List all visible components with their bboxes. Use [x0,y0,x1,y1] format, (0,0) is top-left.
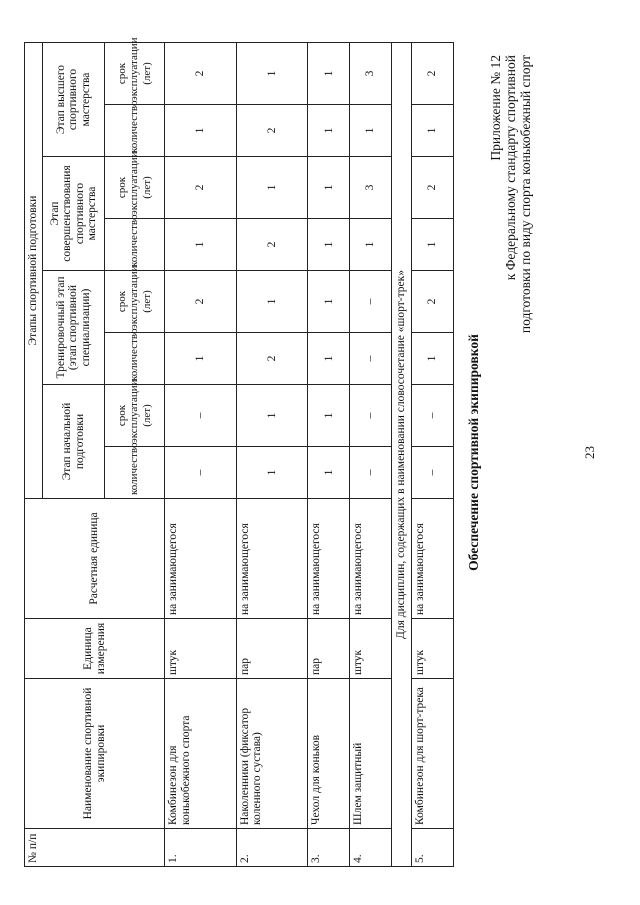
row-value: 1 [165,105,237,157]
header-name: Наименование спортивной экипировки [25,679,165,829]
row-calc-unit: на занимающегося [308,499,350,619]
row-value: 2 [165,271,237,333]
row-calc-unit: на занимающегося [236,499,308,619]
row-value: – [165,447,237,499]
row-value: 1 [236,447,308,499]
row-unit: пар [308,619,350,679]
row-value: 2 [412,271,454,333]
header-unit: Единица измерения [25,619,165,679]
row-unit: пар [236,619,308,679]
row-value: 2 [412,157,454,219]
header-qty: количество [105,105,165,157]
row-value: 1 [308,447,350,499]
row-value: 1 [308,385,350,447]
row-num: 5. [412,829,454,867]
row-num: 2. [236,829,308,867]
row-value: 1 [412,333,454,385]
row-value: 1 [236,43,308,105]
header-stages-group: Этапы спортивной подготовки [25,43,43,499]
row-num: 1. [165,829,237,867]
row-unit: штук [165,619,237,679]
header-term: срок эксплуатации (лет) [105,157,165,219]
document-title: Обеспечение спортивной экипировкой [466,334,481,571]
row-name: Чехол для коньков [308,679,350,829]
row-value: 1 [350,219,392,271]
row-num: 3. [308,829,350,867]
row-value: – [165,385,237,447]
row-value: – [350,447,392,499]
row-value: – [350,385,392,447]
header-term: срок эксплуатации (лет) [105,385,165,447]
row-value: – [412,385,454,447]
row-value: 1 [350,105,392,157]
header-stage-3: Этап совершенствования спортивного мастерства [43,157,105,271]
section-heading: Для дисциплин, содержащих в наименовании словосочетание «шорт-трек» [392,43,412,867]
row-value: 1 [236,157,308,219]
row-name: Наколенники (фиксатор коленного сустава) [236,679,308,829]
equipment-table [24,37,454,867]
row-name: Комбинезон для конькобежного спорта [165,679,237,829]
appendix-line-3: подготовки по виду спорта конькобежный спорт [518,55,533,334]
header-num: № п/п [25,829,165,867]
appendix-line-1: Приложение № 12 [488,55,503,161]
header-qty: количество [105,219,165,271]
row-value: 2 [165,157,237,219]
row-num: 4. [350,829,392,867]
row-unit: штук [350,619,392,679]
row-value: 1 [165,333,237,385]
row-value: 1 [308,157,350,219]
row-value: 2 [236,333,308,385]
row-value: 1 [308,105,350,157]
row-value: 1 [236,385,308,447]
row-value: 1 [412,105,454,157]
section-row [392,43,412,867]
row-value: 3 [350,157,392,219]
table-row [308,43,350,867]
row-unit: штук [412,619,454,679]
header-calc-unit: Расчетная единица [25,499,165,619]
row-name: Комбинезон для шорт-трека [412,679,454,829]
row-name: Шлем защитный [350,679,392,829]
row-calc-unit: на занимающегося [165,499,237,619]
table-row [350,43,392,867]
table-row [412,43,454,867]
row-value: 2 [236,105,308,157]
row-calc-unit: на занимающегося [412,499,454,619]
appendix-header [488,55,533,515]
row-value: 1 [412,219,454,271]
row-value: 1 [308,43,350,105]
header-stage-1: Этап начальной подготовки [43,385,105,499]
header-term: срок эксплуатации (лет) [105,43,165,105]
header-qty: количество [105,447,165,499]
row-value: 1 [236,271,308,333]
row-value: – [412,447,454,499]
table-row [165,43,237,867]
header-qty: количество [105,333,165,385]
row-value: 2 [236,219,308,271]
appendix-line-2: к Федеральному стандарту спортивной [503,55,518,281]
row-calc-unit: на занимающегося [350,499,392,619]
row-value: 1 [308,271,350,333]
row-value: 1 [308,333,350,385]
header-stage-2: Тренировочный этап (этап спортивной специализации) [43,271,105,385]
row-value: – [350,271,392,333]
header-term: срок эксплуатации (лет) [105,271,165,333]
row-value: 2 [165,43,237,105]
row-value: – [350,333,392,385]
header-stage-4: Этап высшего спортивного мастерства [43,43,105,157]
row-value: 1 [165,219,237,271]
page-number: 23 [582,446,597,459]
row-value: 2 [412,43,454,105]
table-row [236,43,308,867]
row-value: 3 [350,43,392,105]
row-value: 1 [308,219,350,271]
equipment-table-wrapper [24,37,454,867]
